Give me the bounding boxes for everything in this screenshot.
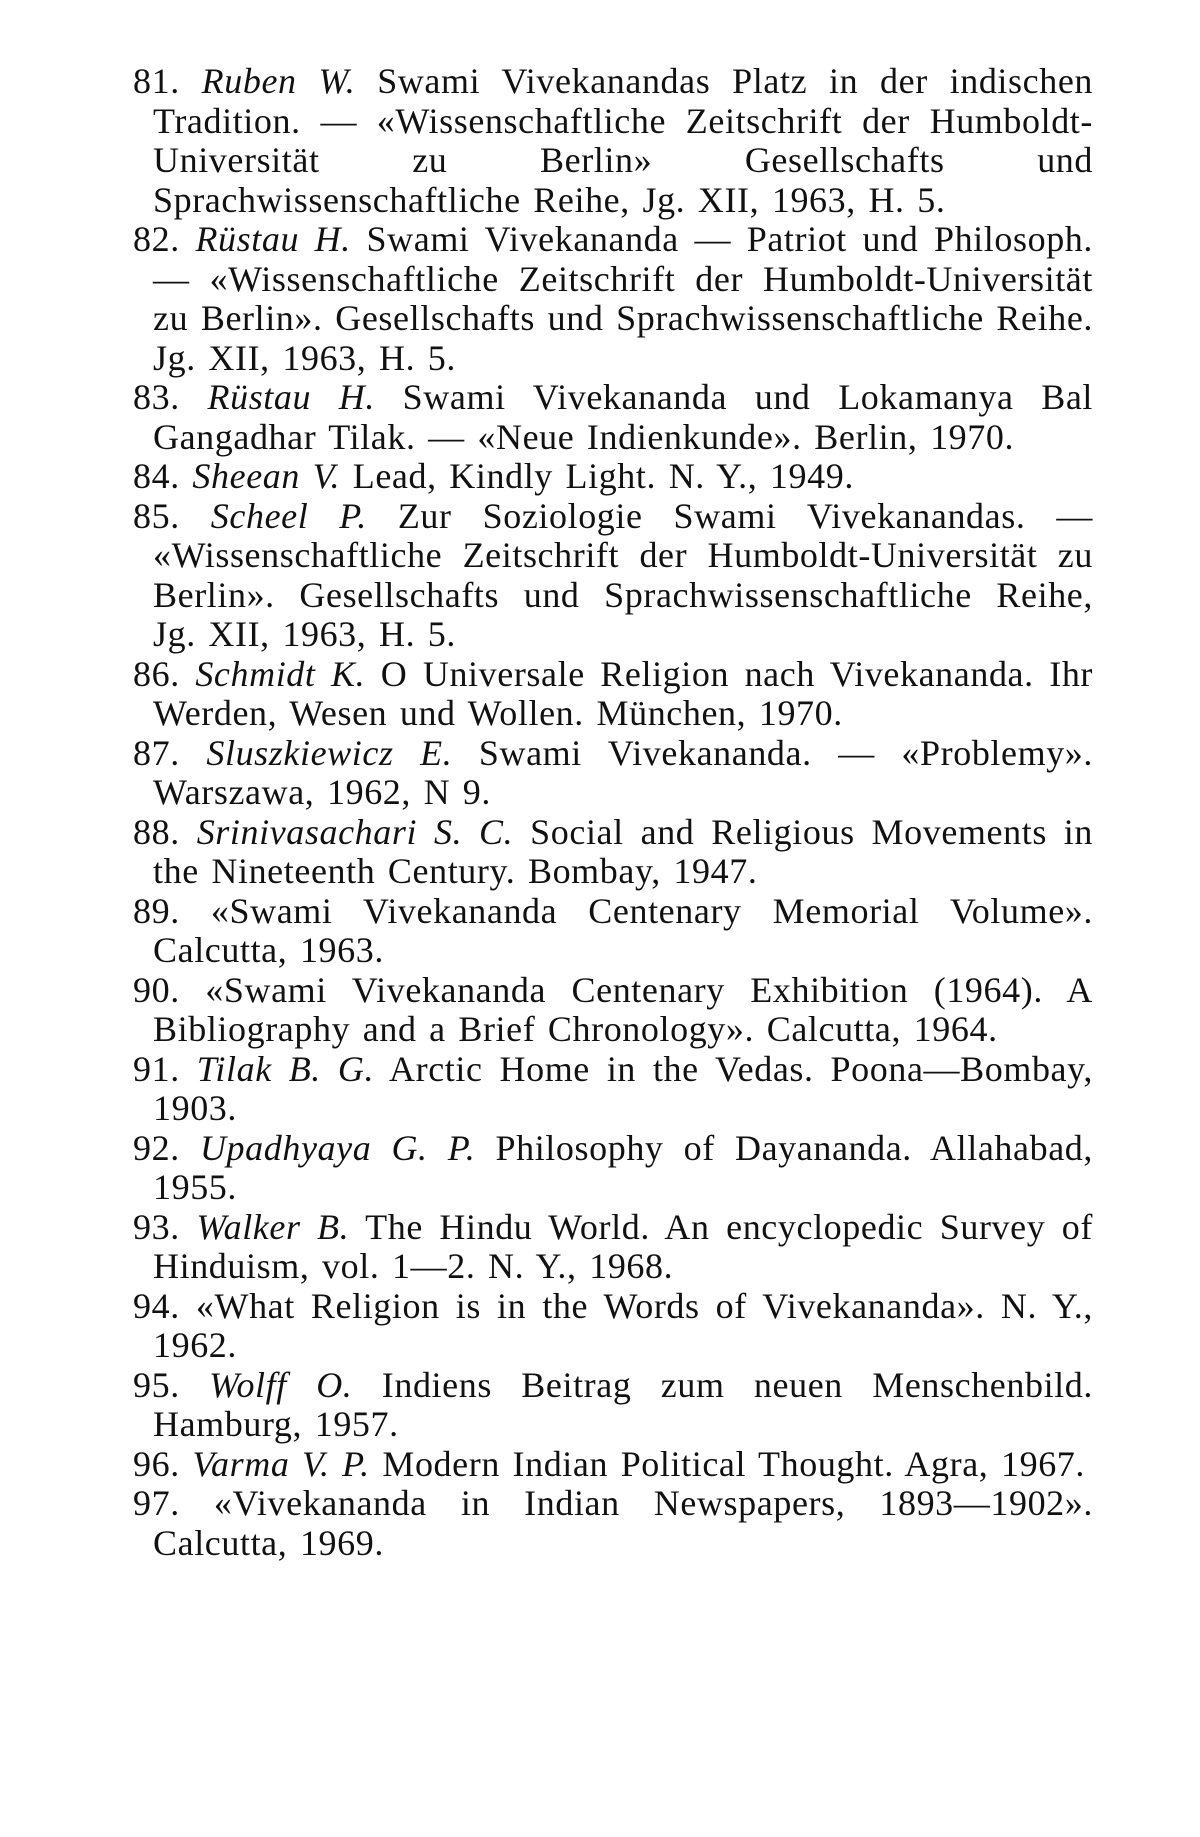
entry-author: Varma V. P. xyxy=(192,1443,370,1484)
bibliography-entry xyxy=(133,497,1093,655)
entry-number: 97. xyxy=(133,1483,180,1523)
entry-number: 89. xyxy=(133,890,180,931)
entry-text: Swami Vivekanandas Platz in der indischen Tradition. — «Wissenschaftliche Zeitschrift der Humboldt-Universität zu Berlin» Gesellschafts und Sprachwissenschaftliche Reihe, Jg. XII, 1963, H. 5. xyxy=(153,61,1093,220)
bibliography-list xyxy=(133,62,1093,1563)
entry-text: The Hindu World. An encyclopedic Survey of Hinduism, vol. 1—2. N. Y., 1968. xyxy=(153,1206,1093,1286)
entry-number: 94. xyxy=(133,1285,180,1326)
bibliography-entry xyxy=(133,1050,1093,1129)
entry-author: Scheel P. xyxy=(210,495,367,536)
entry-number: 92. xyxy=(133,1127,180,1168)
entry-author: Walker B. xyxy=(196,1206,350,1247)
entry-author: Schmidt K. xyxy=(195,653,366,694)
entry-text: Modern Indian Political Thought. Agra, 1967. xyxy=(382,1443,1085,1484)
bibliography-entry xyxy=(133,1445,1093,1485)
bibliography-entry xyxy=(133,1366,1093,1445)
bibliography-page xyxy=(133,62,1093,1563)
bibliography-entry xyxy=(133,813,1093,892)
bibliography-entry xyxy=(133,971,1093,1050)
entry-author: Sluszkiewicz E. xyxy=(206,732,453,773)
bibliography-entry xyxy=(133,655,1093,734)
entry-number: 95. xyxy=(133,1364,180,1405)
bibliography-entry xyxy=(133,378,1093,457)
entry-text: «What Religion is in the Words of Vivekananda». N. Y., 1962. xyxy=(153,1285,1093,1365)
entry-author: Wolff O. xyxy=(209,1364,353,1405)
entry-number: 81. xyxy=(133,61,180,101)
entry-text: Lead, Kindly Light. N. Y., 1949. xyxy=(352,456,854,496)
entry-text: Indiens Beitrag zum neuen Menschenbild. Hamburg, 1957. xyxy=(153,1364,1093,1444)
bibliography-entry xyxy=(133,457,1093,497)
entry-author: Srinivasachari S. C. xyxy=(196,811,514,852)
entry-author: Rüstau H. xyxy=(195,219,351,259)
entry-text: Swami Vivekananda und Lokamanya Bal Gangadhar Tilak. — «Neue Indienkunde». Berlin, 1970. xyxy=(153,377,1093,457)
bibliography-entry xyxy=(133,1287,1093,1366)
entry-number: 83. xyxy=(133,377,180,417)
entry-text: Social and Religious Movements in the Nineteenth Century. Bombay, 1947. xyxy=(153,811,1094,891)
entry-text: «Swami Vivekananda Centenary Exhibition (1964). A Bibliography and a Brief Chronology». Calcutta, 1964. xyxy=(153,969,1093,1049)
entry-number: 82. xyxy=(133,219,180,259)
bibliography-entry xyxy=(133,1129,1093,1208)
entry-number: 90. xyxy=(133,969,180,1010)
entry-text: Zur Soziologie Swami Vivekanandas. — «Wissenschaftliche Zeitschrift der Humboldt-Universität zu Berlin». Gesellschafts und Sprachwissenschaftliche Reihe, Jg. XII, 1963, H. 5. xyxy=(153,495,1094,654)
bibliography-entry xyxy=(133,220,1093,378)
entry-text: Philosophy of Dayananda. Allahabad, 1955. xyxy=(153,1127,1093,1207)
entry-text: Arctic Home in the Vedas. Poona—Bombay, 1903. xyxy=(153,1048,1093,1128)
entry-author: Sheean V. xyxy=(192,456,341,496)
bibliography-entry xyxy=(133,1484,1093,1563)
entry-text: «Vivekananda in Indian Newspapers, 1893—1902». Calcutta, 1969. xyxy=(153,1483,1093,1563)
entry-number: 86. xyxy=(133,653,180,694)
entry-text: «Swami Vivekananda Centenary Memorial Volume». Calcutta, 1963. xyxy=(153,890,1093,970)
entry-text: Swami Vivekananda. — «Problemy». Warszawa, 1962, N 9. xyxy=(153,732,1093,812)
entry-text: O Universale Religion nach Vivekananda. Ihr Werden, Wesen und Wollen. München, 1970. xyxy=(153,653,1094,733)
entry-text: Swami Vivekananda — Patriot und Philosoph. — «Wissenschaftliche Zeitschrift der Humboldt-Universität zu Berlin». Gesellschafts und Sprachwissenschaftliche Reihe. Jg. XII, 1963, H. 5. xyxy=(153,219,1094,378)
entry-author: Upadhyaya G. P. xyxy=(199,1127,476,1168)
entry-number: 93. xyxy=(133,1206,180,1247)
entry-number: 84. xyxy=(133,456,180,496)
entry-number: 91. xyxy=(133,1048,180,1089)
entry-author: Ruben W. xyxy=(201,61,356,101)
entry-number: 85. xyxy=(133,495,180,536)
entry-author: Tilak B. G. xyxy=(196,1048,375,1089)
bibliography-entry xyxy=(133,62,1093,220)
entry-number: 87. xyxy=(133,732,180,773)
entry-author: Rüstau H. xyxy=(207,377,375,417)
entry-number: 96. xyxy=(133,1443,180,1484)
bibliography-entry xyxy=(133,734,1093,813)
bibliography-entry xyxy=(133,1208,1093,1287)
entry-number: 88. xyxy=(133,811,180,852)
bibliography-entry xyxy=(133,892,1093,971)
